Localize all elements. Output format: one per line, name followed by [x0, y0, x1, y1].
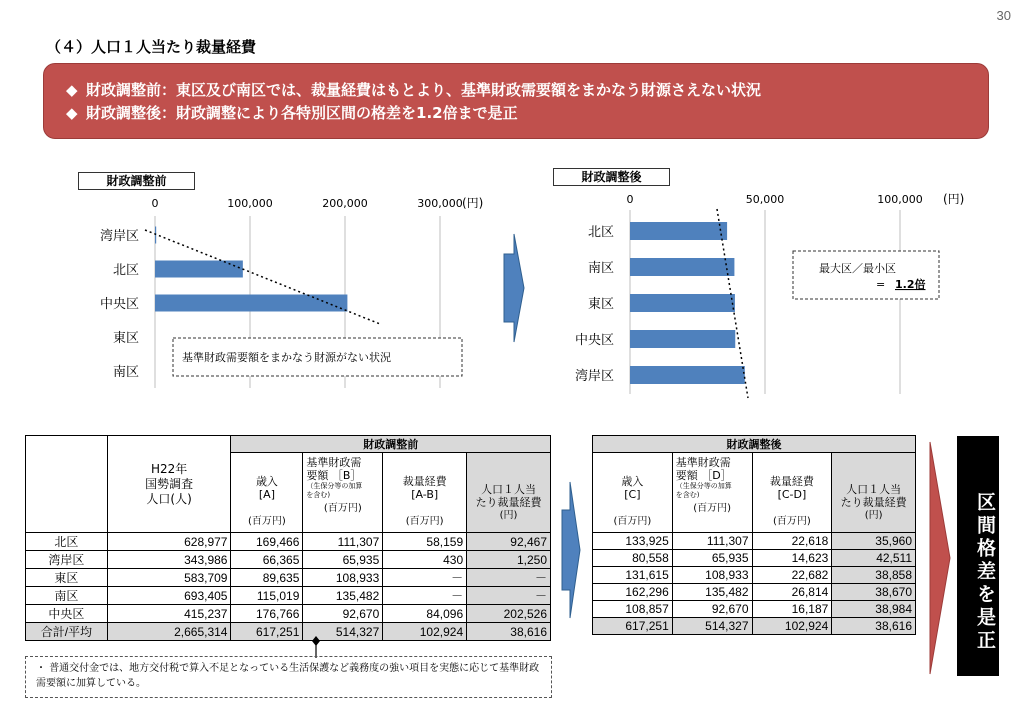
cell-ab: 58,159: [383, 533, 467, 551]
cell-pc: 38,616: [467, 623, 551, 641]
footnote: [25, 656, 552, 698]
col-demand-label-2: 要額 ［D］: [675, 469, 732, 482]
pop-header-1: H22年: [150, 461, 188, 476]
table-row: [26, 605, 551, 623]
chart-after-annotation-box: [793, 251, 939, 299]
row-label: 合計/平均: [26, 623, 108, 641]
col-demand-note-1: （生保分等の加算: [675, 482, 732, 490]
x-tick-label: 50,000: [745, 193, 785, 206]
cell-a: 66,365: [231, 551, 303, 569]
page-title: （４）人口１人当たり裁量経費: [46, 38, 257, 56]
cell-pop: 343,986: [107, 551, 231, 569]
col-discretionary-code: [A-B]: [411, 488, 439, 501]
chart-after-title: 財政調整後: [553, 168, 670, 186]
x-tick-label: 0: [151, 197, 159, 210]
cell-ab: 84,096: [383, 605, 467, 623]
chart-before-annotation: 基準財政需要額をまかなう財源がない状況: [182, 351, 391, 364]
vertical-label: 区間格差を是正: [957, 436, 999, 676]
cell-c: 133,925: [593, 533, 673, 550]
col-revenue-code: [C]: [624, 488, 641, 501]
chart-before-unit: (円): [462, 196, 484, 210]
col-demand-unit: (百万円): [323, 503, 362, 514]
pop-header-2: 国勢調査: [145, 476, 194, 491]
col-per-capita-label-1: 人口１人当: [846, 483, 902, 496]
cell-pop: 583,709: [107, 569, 231, 587]
footnote-text: 普通交付金では、地方交付税で算入不足となっている生活保護など義務度の強い項目を実態に応じて基準財政需要額に加算している。: [36, 663, 540, 689]
cell-a: 176,766: [231, 605, 303, 623]
page-number: 30: [996, 8, 1011, 23]
col-per-capita-unit: (円): [864, 510, 883, 521]
cell-pc: －: [467, 587, 551, 605]
note-connector: [310, 634, 322, 658]
cell-pop: 693,405: [107, 587, 231, 605]
col-demand-note-2: を含む): [675, 491, 700, 499]
col-demand-note-2: を含む): [306, 491, 331, 499]
col-per-capita-label-1: 人口１人当: [481, 483, 537, 496]
col-revenue-label: 歳入: [621, 475, 644, 488]
category-label: 湾岸区: [574, 369, 614, 384]
x-tick-label: 100,000: [227, 197, 273, 210]
row-label: 湾岸区: [26, 551, 108, 569]
table-row: [593, 533, 916, 550]
table-row: [26, 551, 551, 569]
cell-c: 617,251: [593, 618, 673, 635]
table-row: [26, 533, 551, 551]
table-row: [593, 550, 916, 567]
col-demand-label-1: 基準財政需: [675, 456, 731, 469]
bar: [630, 294, 735, 312]
diamond-bullet-icon: ◆: [66, 81, 78, 99]
cell-a: 169,466: [231, 533, 303, 551]
cell-b: 135,482: [303, 587, 383, 605]
category-label: 北区: [587, 225, 614, 240]
col-per-capita-unit: (円): [499, 510, 518, 521]
category-label: 中央区: [99, 297, 139, 312]
cell-cd: 22,618: [752, 533, 832, 550]
bar: [630, 366, 745, 384]
table-before-group-header: 財政調整前: [231, 436, 551, 453]
cell-b: 514,327: [303, 623, 383, 641]
x-tick-label: 300,000: [417, 197, 463, 210]
chart-before: [70, 188, 510, 400]
category-label: 中央区: [574, 333, 614, 348]
chart-before-title: 財政調整前: [78, 172, 195, 190]
bar: [630, 330, 735, 348]
cell-b: 108,933: [303, 569, 383, 587]
cell-pc: 202,526: [467, 605, 551, 623]
col-revenue-header: [593, 453, 673, 533]
table-corner: [26, 436, 108, 533]
banner-text-2: 財政調整後：財政調整により各特別区間の格差を1.2倍まで是正: [86, 104, 518, 122]
table-after: [592, 435, 916, 635]
right-arrow-icon: [502, 232, 526, 344]
cell-ab: 102,924: [383, 623, 467, 641]
col-discretionary-label: 裁量経費: [402, 475, 447, 488]
x-tick-label: 200,000: [322, 197, 368, 210]
chart-after-unit: (円): [943, 192, 965, 206]
cell-pop: 628,977: [107, 533, 231, 551]
row-label: 東区: [26, 569, 108, 587]
footnote-bullet: ・: [36, 663, 46, 674]
cell-b: 65,935: [303, 551, 383, 569]
col-per-capita-header: [832, 453, 916, 533]
table-row: [593, 584, 916, 601]
table-row: [26, 569, 551, 587]
bar: [630, 258, 734, 276]
table-row: [26, 623, 551, 641]
col-per-capita-label-2: たり裁量経費: [475, 496, 542, 509]
bar: [155, 261, 243, 278]
col-revenue-header: [231, 453, 303, 533]
col-discretionary-unit: (百万円): [405, 516, 444, 527]
table-row: [593, 601, 916, 618]
banner-text-1: 財政調整前：東区及び南区では、裁量経費はもとより、基準財政需要額をまかなう財源さえない状況: [86, 81, 762, 99]
summary-banner: [43, 63, 989, 139]
chart-after-annotation-1: 最大区／最小区: [819, 262, 896, 275]
banner-line-1: [66, 79, 988, 102]
cell-d: 108,933: [672, 567, 752, 584]
red-chevron-icon: [928, 440, 952, 676]
cell-pop: 2,665,314: [107, 623, 231, 641]
cell-d: 514,327: [672, 618, 752, 635]
cell-cd: 14,623: [752, 550, 832, 567]
col-demand-header: [303, 453, 383, 533]
cell-pc: 38,984: [832, 601, 916, 618]
cell-a: 115,019: [231, 587, 303, 605]
category-label: 南区: [587, 261, 614, 276]
chart-after-annotation-eq: =: [876, 278, 886, 291]
cell-ab: －: [383, 569, 467, 587]
row-label: 南区: [26, 587, 108, 605]
pop-header-3: 人口(人): [146, 491, 192, 506]
table-row: [26, 587, 551, 605]
cell-pc: 92,467: [467, 533, 551, 551]
cell-pc: －: [467, 569, 551, 587]
col-revenue-unit: (百万円): [248, 516, 286, 527]
cell-pop: 415,237: [107, 605, 231, 623]
category-label: 東区: [587, 297, 614, 312]
x-tick-label: 0: [626, 193, 634, 206]
col-demand-note-1: （生保分等の加算: [306, 482, 363, 490]
cell-c: 131,615: [593, 567, 673, 584]
cell-b: 111,307: [303, 533, 383, 551]
col-demand-unit: (百万円): [693, 503, 732, 514]
col-per-capita-label-2: たり裁量経費: [840, 496, 907, 509]
cell-ab: －: [383, 587, 467, 605]
cell-c: 162,296: [593, 584, 673, 601]
cell-pc: 35,960: [832, 533, 916, 550]
table-before: [25, 435, 551, 641]
col-discretionary-header: [383, 453, 467, 533]
cell-pc: 42,511: [832, 550, 916, 567]
col-revenue-label: 歳入: [255, 475, 278, 488]
diamond-bullet-icon: ◆: [66, 104, 78, 122]
cell-d: 65,935: [672, 550, 752, 567]
bar: [630, 222, 727, 240]
cell-pc: 1,250: [467, 551, 551, 569]
col-discretionary-label: 裁量経費: [769, 475, 814, 488]
cell-cd: 22,682: [752, 567, 832, 584]
chart-after-annotation-value: 1.2倍: [895, 278, 926, 291]
cell-c: 108,857: [593, 601, 673, 618]
col-revenue-unit: (百万円): [613, 516, 652, 527]
category-label: 湾岸区: [99, 229, 139, 244]
category-label: 東区: [112, 331, 139, 346]
table-row: [593, 618, 916, 635]
cell-b: 92,670: [303, 605, 383, 623]
col-demand-header: [672, 453, 752, 533]
cell-cd: 16,187: [752, 601, 832, 618]
col-discretionary-code: [C-D]: [777, 488, 807, 501]
cell-pc: 38,670: [832, 584, 916, 601]
cell-pc: 38,858: [832, 567, 916, 584]
x-tick-label: 100,000: [877, 193, 923, 206]
col-demand-label-1: 基準財政需: [306, 456, 362, 469]
cell-cd: 26,814: [752, 584, 832, 601]
cell-cd: 102,924: [752, 618, 832, 635]
category-label: 南区: [112, 365, 139, 380]
cell-d: 135,482: [672, 584, 752, 601]
chart-after: [555, 184, 995, 400]
bar: [155, 295, 347, 312]
right-arrow-icon: [561, 480, 581, 620]
cell-pc: 38,616: [832, 618, 916, 635]
table-row: [593, 567, 916, 584]
col-revenue-code: [A]: [258, 488, 275, 501]
cell-ab: 430: [383, 551, 467, 569]
cell-d: 92,670: [672, 601, 752, 618]
banner-line-2: [66, 102, 988, 125]
cell-d: 111,307: [672, 533, 752, 550]
pop-header: [107, 436, 231, 533]
col-demand-label-2: 要額 ［B］: [306, 469, 362, 482]
col-discretionary-header: [752, 453, 832, 533]
cell-c: 80,558: [593, 550, 673, 567]
col-discretionary-unit: (百万円): [773, 516, 811, 527]
cell-a: 617,251: [231, 623, 303, 641]
col-per-capita-header: [467, 453, 551, 533]
category-label: 北区: [112, 263, 139, 278]
cell-a: 89,635: [231, 569, 303, 587]
row-label: 北区: [26, 533, 108, 551]
row-label: 中央区: [26, 605, 108, 623]
table-after-group-header: 財政調整後: [593, 436, 916, 453]
